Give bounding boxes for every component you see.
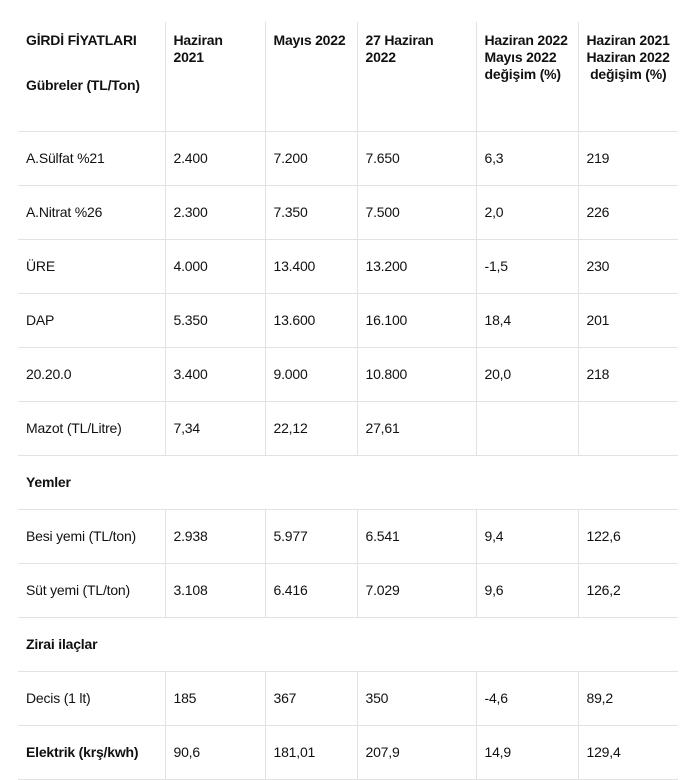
section-empty-cell bbox=[578, 617, 678, 671]
table-cell: 9,6 bbox=[476, 563, 578, 617]
section-empty-cell bbox=[165, 455, 265, 509]
table-cell: 350 bbox=[357, 671, 476, 725]
table-cell: 18,4 bbox=[476, 293, 578, 347]
section-empty-cell bbox=[265, 617, 357, 671]
table-cell: 27,61 bbox=[357, 401, 476, 455]
table-cell bbox=[476, 401, 578, 455]
table-cell: 20,0 bbox=[476, 347, 578, 401]
row-label: A.Sülfat %21 bbox=[18, 131, 165, 185]
table-row bbox=[18, 725, 678, 779]
table-cell: 5.350 bbox=[165, 293, 265, 347]
table-row bbox=[18, 347, 678, 401]
table-cell: 6.541 bbox=[357, 509, 476, 563]
row-label: Decis (1 lt) bbox=[18, 671, 165, 725]
section-empty-cell bbox=[357, 455, 476, 509]
section-empty-cell bbox=[578, 455, 678, 509]
table-row bbox=[18, 131, 678, 185]
header-june-2021: Haziran 2021 bbox=[165, 22, 265, 131]
section-empty-cell bbox=[476, 455, 578, 509]
table-cell: 2.400 bbox=[165, 131, 265, 185]
header-change-may-june-2022: Haziran 2022 Mayıs 2022 değişim (%) bbox=[476, 22, 578, 131]
table-row bbox=[18, 563, 678, 617]
table-cell: -4,6 bbox=[476, 671, 578, 725]
table-cell: 207,9 bbox=[357, 725, 476, 779]
section-row bbox=[18, 617, 678, 671]
table-cell: 5.977 bbox=[265, 509, 357, 563]
row-label: Süt yemi (TL/ton) bbox=[18, 563, 165, 617]
table-header-row bbox=[18, 22, 678, 131]
table-cell: 3.400 bbox=[165, 347, 265, 401]
table-cell: 13.400 bbox=[265, 239, 357, 293]
table-cell: 7.350 bbox=[265, 185, 357, 239]
table-cell: 126,2 bbox=[578, 563, 678, 617]
table-row bbox=[18, 185, 678, 239]
row-label: ÜRE bbox=[18, 239, 165, 293]
section-empty-cell bbox=[265, 455, 357, 509]
table-row bbox=[18, 293, 678, 347]
table-cell: 6.416 bbox=[265, 563, 357, 617]
table-cell: 4.000 bbox=[165, 239, 265, 293]
table-body bbox=[18, 131, 678, 779]
table-cell: 9.000 bbox=[265, 347, 357, 401]
header-27-june-2022: 27 Haziran 2022 bbox=[357, 22, 476, 131]
table-cell: 89,2 bbox=[578, 671, 678, 725]
table-cell: 218 bbox=[578, 347, 678, 401]
row-label: 20.20.0 bbox=[18, 347, 165, 401]
table-cell: 13.200 bbox=[357, 239, 476, 293]
header-change-june-2021-2022: Haziran 2021 Haziran 2022 değişim (%) bbox=[578, 22, 678, 131]
section-empty-cell bbox=[357, 617, 476, 671]
table-cell: 219 bbox=[578, 131, 678, 185]
table-cell bbox=[578, 401, 678, 455]
table-cell: 122,6 bbox=[578, 509, 678, 563]
row-label: Besi yemi (TL/ton) bbox=[18, 509, 165, 563]
table-cell: 90,6 bbox=[165, 725, 265, 779]
table-cell: 10.800 bbox=[357, 347, 476, 401]
section-label: Yemler bbox=[18, 455, 165, 509]
row-label: A.Nitrat %26 bbox=[18, 185, 165, 239]
table-row bbox=[18, 671, 678, 725]
table-cell: 230 bbox=[578, 239, 678, 293]
table-cell: 201 bbox=[578, 293, 678, 347]
table-cell: 13.600 bbox=[265, 293, 357, 347]
table-cell: 9,4 bbox=[476, 509, 578, 563]
section-empty-cell bbox=[165, 617, 265, 671]
table-cell: 129,4 bbox=[578, 725, 678, 779]
table-cell: 2,0 bbox=[476, 185, 578, 239]
table-cell: 7.029 bbox=[357, 563, 476, 617]
table-cell: 181,01 bbox=[265, 725, 357, 779]
table-subtitle: Gübreler (TL/Ton) bbox=[26, 77, 140, 93]
table-cell: 7.650 bbox=[357, 131, 476, 185]
table-cell: 3.108 bbox=[165, 563, 265, 617]
section-label: Zirai ilaçlar bbox=[18, 617, 165, 671]
header-may-2022: Mayıs 2022 bbox=[265, 22, 357, 131]
row-label: Mazot (TL/Litre) bbox=[18, 401, 165, 455]
table-title: GİRDİ FİYATLARI bbox=[26, 32, 137, 48]
table-cell: 16.100 bbox=[357, 293, 476, 347]
section-empty-cell bbox=[476, 617, 578, 671]
table-cell: 7.200 bbox=[265, 131, 357, 185]
table-cell: 14,9 bbox=[476, 725, 578, 779]
section-row bbox=[18, 455, 678, 509]
table-row bbox=[18, 509, 678, 563]
table-cell: 367 bbox=[265, 671, 357, 725]
table-cell: 226 bbox=[578, 185, 678, 239]
table-cell: 185 bbox=[165, 671, 265, 725]
table-cell: 6,3 bbox=[476, 131, 578, 185]
table-cell: 2.300 bbox=[165, 185, 265, 239]
input-prices-table bbox=[18, 22, 678, 780]
table-row bbox=[18, 401, 678, 455]
table-title-cell bbox=[18, 22, 165, 131]
table-row bbox=[18, 239, 678, 293]
row-label: Elektrik (krş/kwh) bbox=[18, 725, 165, 779]
table-cell: 2.938 bbox=[165, 509, 265, 563]
table-cell: -1,5 bbox=[476, 239, 578, 293]
table-cell: 7.500 bbox=[357, 185, 476, 239]
table-cell: 7,34 bbox=[165, 401, 265, 455]
row-label: DAP bbox=[18, 293, 165, 347]
table-cell: 22,12 bbox=[265, 401, 357, 455]
